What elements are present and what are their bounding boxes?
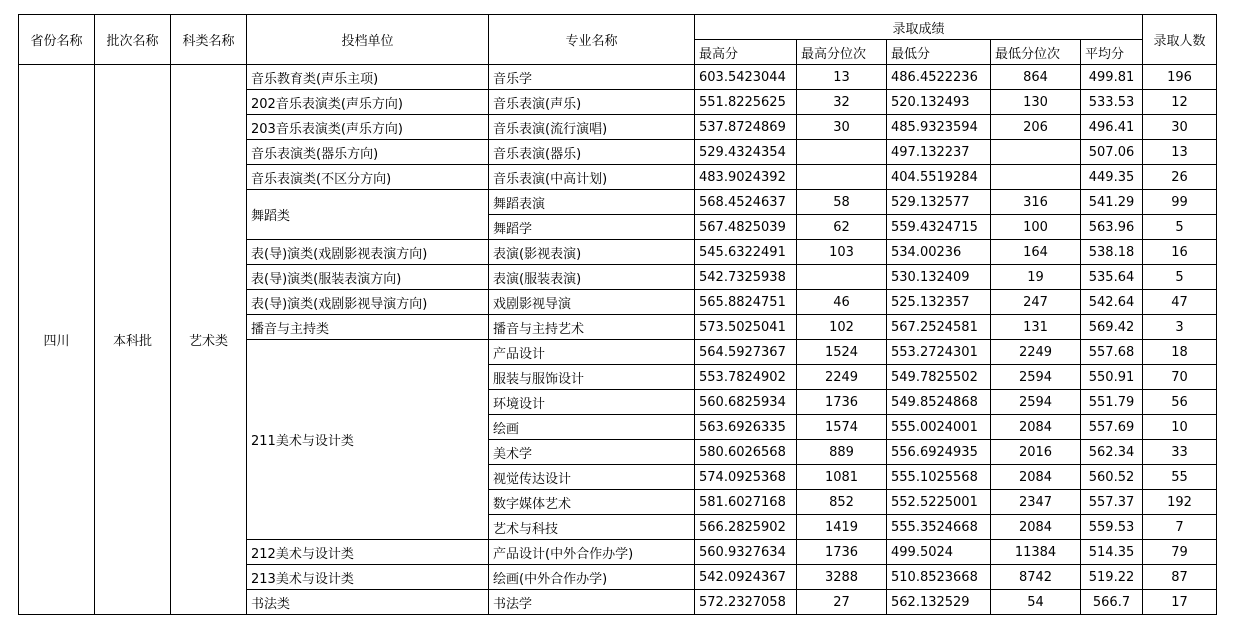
- major-cell: 戏剧影视导演: [489, 290, 695, 315]
- min-rank-cell: 54: [991, 590, 1081, 615]
- count-cell: 26: [1143, 165, 1217, 190]
- min-score-cell: 485.9323594: [887, 115, 991, 140]
- avg-score-cell: 557.37: [1081, 490, 1143, 515]
- max-rank-cell: 102: [797, 315, 887, 340]
- max-rank-cell: 62: [797, 215, 887, 240]
- min-rank-cell: [991, 140, 1081, 165]
- unit-cell: 表(导)演类(戏剧影视表演方向): [247, 240, 489, 265]
- avg-score-cell: 550.91: [1081, 365, 1143, 390]
- avg-score-cell: 557.68: [1081, 340, 1143, 365]
- count-cell: 10: [1143, 415, 1217, 440]
- major-cell: 音乐表演(声乐): [489, 90, 695, 115]
- unit-cell: 202音乐表演类(声乐方向): [247, 90, 489, 115]
- max-rank-cell: 1419: [797, 515, 887, 540]
- unit-cell: 音乐教育类(声乐主项): [247, 65, 489, 90]
- max-score-cell: 566.2825902: [695, 515, 797, 540]
- count-cell: 87: [1143, 565, 1217, 590]
- max-score-cell: 573.5025041: [695, 315, 797, 340]
- avg-score-cell: 449.35: [1081, 165, 1143, 190]
- max-rank-cell: 1736: [797, 390, 887, 415]
- max-score-cell: 560.9327634: [695, 540, 797, 565]
- min-rank-cell: [991, 165, 1081, 190]
- min-score-cell: 499.5024: [887, 540, 991, 565]
- min-score-cell: 534.00236: [887, 240, 991, 265]
- max-score-cell: 563.6926335: [695, 415, 797, 440]
- min-rank-cell: 131: [991, 315, 1081, 340]
- min-rank-cell: 19: [991, 265, 1081, 290]
- min-score-cell: 549.7825502: [887, 365, 991, 390]
- major-cell: 音乐表演(中高计划): [489, 165, 695, 190]
- unit-cell: 212美术与设计类: [247, 540, 489, 565]
- category-cell: 艺术类: [171, 65, 247, 615]
- header-scores-group: 录取成绩: [695, 15, 1143, 40]
- min-score-cell: 559.4324715: [887, 215, 991, 240]
- max-score-cell: 565.8824751: [695, 290, 797, 315]
- header-count: 录取人数: [1143, 15, 1217, 65]
- min-rank-cell: 247: [991, 290, 1081, 315]
- major-cell: 表演(服装表演): [489, 265, 695, 290]
- count-cell: 70: [1143, 365, 1217, 390]
- count-cell: 16: [1143, 240, 1217, 265]
- unit-cell: 211美术与设计类: [247, 340, 489, 540]
- min-score-cell: 520.132493: [887, 90, 991, 115]
- avg-score-cell: 560.52: [1081, 465, 1143, 490]
- min-rank-cell: 864: [991, 65, 1081, 90]
- avg-score-cell: 562.34: [1081, 440, 1143, 465]
- count-cell: 192: [1143, 490, 1217, 515]
- max-score-cell: 574.0925368: [695, 465, 797, 490]
- unit-cell: 书法类: [247, 590, 489, 615]
- major-cell: 舞蹈表演: [489, 190, 695, 215]
- header-major: 专业名称: [489, 15, 695, 65]
- min-rank-cell: 130: [991, 90, 1081, 115]
- max-score-cell: 560.6825934: [695, 390, 797, 415]
- major-cell: 音乐表演(流行演唱): [489, 115, 695, 140]
- major-cell: 数字媒体艺术: [489, 490, 695, 515]
- count-cell: 79: [1143, 540, 1217, 565]
- min-score-cell: 510.8523668: [887, 565, 991, 590]
- header-category: 科类名称: [171, 15, 247, 65]
- max-rank-cell: [797, 265, 887, 290]
- min-score-cell: 567.2524581: [887, 315, 991, 340]
- max-score-cell: 603.5423044: [695, 65, 797, 90]
- max-rank-cell: 852: [797, 490, 887, 515]
- header-avg: 平均分: [1081, 40, 1143, 65]
- header-unit: 投档单位: [247, 15, 489, 65]
- major-cell: 产品设计(中外合作办学): [489, 540, 695, 565]
- max-score-cell: 545.6322491: [695, 240, 797, 265]
- max-score-cell: 553.7824902: [695, 365, 797, 390]
- major-cell: 绘画: [489, 415, 695, 440]
- min-rank-cell: 11384: [991, 540, 1081, 565]
- count-cell: 30: [1143, 115, 1217, 140]
- max-score-cell: 581.6027168: [695, 490, 797, 515]
- avg-score-cell: 541.29: [1081, 190, 1143, 215]
- min-score-cell: 555.1025568: [887, 465, 991, 490]
- count-cell: 12: [1143, 90, 1217, 115]
- max-rank-cell: 58: [797, 190, 887, 215]
- min-score-cell: 553.2724301: [887, 340, 991, 365]
- avg-score-cell: 542.64: [1081, 290, 1143, 315]
- province-cell: 四川: [19, 65, 95, 615]
- max-rank-cell: 30: [797, 115, 887, 140]
- min-score-cell: 530.132409: [887, 265, 991, 290]
- max-rank-cell: 103: [797, 240, 887, 265]
- max-rank-cell: [797, 165, 887, 190]
- unit-cell: 音乐表演类(器乐方向): [247, 140, 489, 165]
- max-score-cell: 572.2327058: [695, 590, 797, 615]
- major-cell: 书法学: [489, 590, 695, 615]
- table-row: [19, 65, 1217, 90]
- avg-score-cell: 496.41: [1081, 115, 1143, 140]
- min-rank-cell: 2347: [991, 490, 1081, 515]
- avg-score-cell: 563.96: [1081, 215, 1143, 240]
- unit-cell: 表(导)演类(服装表演方向): [247, 265, 489, 290]
- max-rank-cell: 1524: [797, 340, 887, 365]
- avg-score-cell: 559.53: [1081, 515, 1143, 540]
- unit-cell: 213美术与设计类: [247, 565, 489, 590]
- major-cell: 音乐学: [489, 65, 695, 90]
- count-cell: 7: [1143, 515, 1217, 540]
- count-cell: 33: [1143, 440, 1217, 465]
- avg-score-cell: 533.53: [1081, 90, 1143, 115]
- min-rank-cell: 316: [991, 190, 1081, 215]
- count-cell: 99: [1143, 190, 1217, 215]
- header-max-rank: 最高分位次: [797, 40, 887, 65]
- unit-cell: 表(导)演类(戏剧影视导演方向): [247, 290, 489, 315]
- max-score-cell: 551.8225625: [695, 90, 797, 115]
- max-score-cell: 580.6026568: [695, 440, 797, 465]
- min-rank-cell: 2084: [991, 515, 1081, 540]
- avg-score-cell: 569.42: [1081, 315, 1143, 340]
- unit-cell: 音乐表演类(不区分方向): [247, 165, 489, 190]
- major-cell: 产品设计: [489, 340, 695, 365]
- max-score-cell: 564.5927367: [695, 340, 797, 365]
- avg-score-cell: 514.35: [1081, 540, 1143, 565]
- min-rank-cell: 100: [991, 215, 1081, 240]
- avg-score-cell: 538.18: [1081, 240, 1143, 265]
- avg-score-cell: 535.64: [1081, 265, 1143, 290]
- max-rank-cell: 1081: [797, 465, 887, 490]
- major-cell: 表演(影视表演): [489, 240, 695, 265]
- header-batch: 批次名称: [95, 15, 171, 65]
- min-rank-cell: 206: [991, 115, 1081, 140]
- min-rank-cell: 2016: [991, 440, 1081, 465]
- header-province: 省份名称: [19, 15, 95, 65]
- min-score-cell: 562.132529: [887, 590, 991, 615]
- min-score-cell: 525.132357: [887, 290, 991, 315]
- admission-scores-table: [18, 14, 1217, 615]
- min-rank-cell: 2249: [991, 340, 1081, 365]
- max-score-cell: 567.4825039: [695, 215, 797, 240]
- min-rank-cell: 2594: [991, 365, 1081, 390]
- unit-cell: 播音与主持类: [247, 315, 489, 340]
- avg-score-cell: 499.81: [1081, 65, 1143, 90]
- count-cell: 5: [1143, 215, 1217, 240]
- major-cell: 服装与服饰设计: [489, 365, 695, 390]
- min-rank-cell: 164: [991, 240, 1081, 265]
- avg-score-cell: 519.22: [1081, 565, 1143, 590]
- max-score-cell: 542.0924367: [695, 565, 797, 590]
- min-rank-cell: 2594: [991, 390, 1081, 415]
- count-cell: 13: [1143, 140, 1217, 165]
- max-score-cell: 537.8724869: [695, 115, 797, 140]
- min-score-cell: 555.0024001: [887, 415, 991, 440]
- avg-score-cell: 566.7: [1081, 590, 1143, 615]
- count-cell: 18: [1143, 340, 1217, 365]
- max-rank-cell: 13: [797, 65, 887, 90]
- max-score-cell: 529.4324354: [695, 140, 797, 165]
- max-score-cell: 568.4524637: [695, 190, 797, 215]
- count-cell: 17: [1143, 590, 1217, 615]
- major-cell: 艺术与科技: [489, 515, 695, 540]
- min-score-cell: 552.5225001: [887, 490, 991, 515]
- min-rank-cell: 2084: [991, 465, 1081, 490]
- min-score-cell: 555.3524668: [887, 515, 991, 540]
- max-score-cell: 483.9024392: [695, 165, 797, 190]
- avg-score-cell: 557.69: [1081, 415, 1143, 440]
- unit-cell: 舞蹈类: [247, 190, 489, 240]
- major-cell: 环境设计: [489, 390, 695, 415]
- min-score-cell: 529.132577: [887, 190, 991, 215]
- min-score-cell: 556.6924935: [887, 440, 991, 465]
- min-score-cell: 486.4522236: [887, 65, 991, 90]
- major-cell: 播音与主持艺术: [489, 315, 695, 340]
- avg-score-cell: 551.79: [1081, 390, 1143, 415]
- header-min-rank: 最低分位次: [991, 40, 1081, 65]
- count-cell: 55: [1143, 465, 1217, 490]
- min-rank-cell: 8742: [991, 565, 1081, 590]
- min-score-cell: 549.8524868: [887, 390, 991, 415]
- max-rank-cell: 1574: [797, 415, 887, 440]
- avg-score-cell: 507.06: [1081, 140, 1143, 165]
- count-cell: 196: [1143, 65, 1217, 90]
- max-rank-cell: 46: [797, 290, 887, 315]
- max-rank-cell: 2249: [797, 365, 887, 390]
- count-cell: 3: [1143, 315, 1217, 340]
- min-score-cell: 497.132237: [887, 140, 991, 165]
- max-score-cell: 542.7325938: [695, 265, 797, 290]
- max-rank-cell: 32: [797, 90, 887, 115]
- min-score-cell: 404.5519284: [887, 165, 991, 190]
- count-cell: 5: [1143, 265, 1217, 290]
- count-cell: 56: [1143, 390, 1217, 415]
- max-rank-cell: 1736: [797, 540, 887, 565]
- major-cell: 音乐表演(器乐): [489, 140, 695, 165]
- major-cell: 美术学: [489, 440, 695, 465]
- major-cell: 绘画(中外合作办学): [489, 565, 695, 590]
- count-cell: 47: [1143, 290, 1217, 315]
- max-rank-cell: 27: [797, 590, 887, 615]
- major-cell: 舞蹈学: [489, 215, 695, 240]
- header-max: 最高分: [695, 40, 797, 65]
- max-rank-cell: 3288: [797, 565, 887, 590]
- unit-cell: 203音乐表演类(声乐方向): [247, 115, 489, 140]
- max-rank-cell: 889: [797, 440, 887, 465]
- major-cell: 视觉传达设计: [489, 465, 695, 490]
- min-rank-cell: 2084: [991, 415, 1081, 440]
- max-rank-cell: [797, 140, 887, 165]
- header-min: 最低分: [887, 40, 991, 65]
- batch-cell: 本科批: [95, 65, 171, 615]
